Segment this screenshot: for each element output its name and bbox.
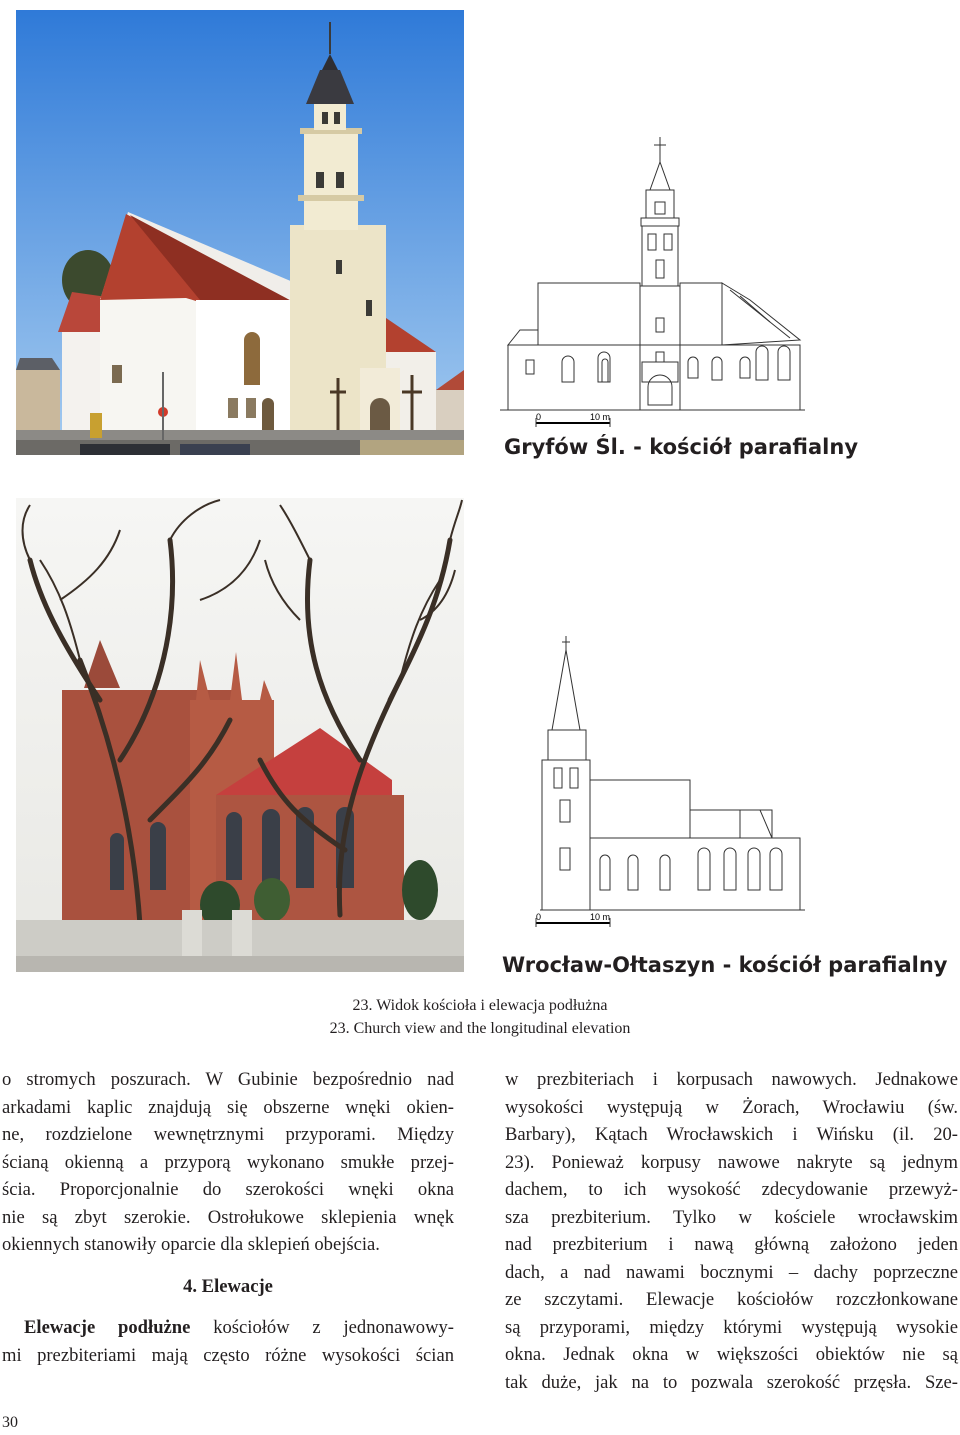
body-line: są przyporami, między którymi występują wysokie (505, 1316, 958, 1338)
right-column (505, 1066, 958, 1396)
body-line: tak duże, jak na to pozwala szerokość przęsła. Sze- (505, 1371, 958, 1393)
body-line: mi prezbiteriami mają często różne wysokości ścian (2, 1344, 454, 1366)
scale-ten-bottom: 10 m (590, 912, 611, 922)
term-elewacje-podluzne: Elewacje podłużne (24, 1317, 191, 1338)
scale-zero-bottom: 0 (536, 912, 542, 922)
body-line: nie są zbyt szerokie. Ostrołukowe sklepienia wnęk (2, 1206, 454, 1228)
body-line (2, 1314, 454, 1342)
body-line: 23). Ponieważ korpusy nawowe nakryte są jednym (505, 1151, 958, 1173)
body-line: nad prezbiterium i nawą główną założono jeden (505, 1234, 958, 1255)
title-gryfow: Gryfów Śl. - kościół parafialny (504, 435, 859, 459)
caption-polish: 23. Widok kościoła i elewacja podłużna (352, 997, 608, 1014)
body-line: ze szczytami. Elewacje kościołów rozczłonkowane (505, 1289, 958, 1310)
caption-english: 23. Church view and the longitudinal elevation (329, 1020, 631, 1037)
body-line: w prezbiteriach i korpusach nawowych. Jednakowe (505, 1069, 958, 1090)
body-line: dach, a nad nawami bocznymi – dachy poprzeczne (505, 1261, 958, 1283)
body-line: dachem, to ich wysokość zdecydowanie przewyż- (505, 1179, 958, 1200)
page-number: 30 (2, 1414, 18, 1431)
elevation-oltaszyn (536, 636, 805, 927)
body-line: okiennych stanowiły oparcie dla sklepień obejścia. (2, 1234, 380, 1255)
scale-ten-top: 10 m (590, 412, 611, 422)
body-line: arkadami kaplic znajdują się obszerne wnęki okien- (2, 1096, 454, 1118)
body-line: sza prezbiterium. Tylko w kościele wrocławskim (505, 1206, 958, 1228)
body-line: ne, rozdzielone wewnętrznymi przyporami. Między (2, 1124, 454, 1145)
body-line: ścia. Proporcjonalnie do szerokości wnęki okna (2, 1179, 454, 1200)
elevation-gryfow (500, 137, 805, 427)
scale-zero-top: 0 (536, 412, 542, 422)
title-oltaszyn: Wrocław-Ołtaszyn - kościół parafialny (502, 953, 948, 977)
figure-captions (0, 994, 960, 1040)
body-line: ścianą okienną a przyporą wykonano smukłe przej- (2, 1151, 454, 1173)
left-column (2, 1066, 454, 1369)
body-line: Barbary), Kątach Wrocławskich i Wińsku (il. 20- (505, 1124, 958, 1145)
body-line: okna. Jednak okna w większości obiektów nie są (505, 1344, 958, 1365)
section-heading: 4. Elewacje (183, 1275, 273, 1297)
body-text: kościołów z jednonawowy- (190, 1317, 454, 1338)
photo-oltaszyn-church (16, 498, 464, 972)
body-line: wysokości występują w Żorach, Wrocławiu (św. (505, 1096, 958, 1118)
body-line: o stromych poszurach. W Gubinie bezpośrednio nad (2, 1069, 454, 1090)
photo-gryfow-church (16, 10, 464, 455)
